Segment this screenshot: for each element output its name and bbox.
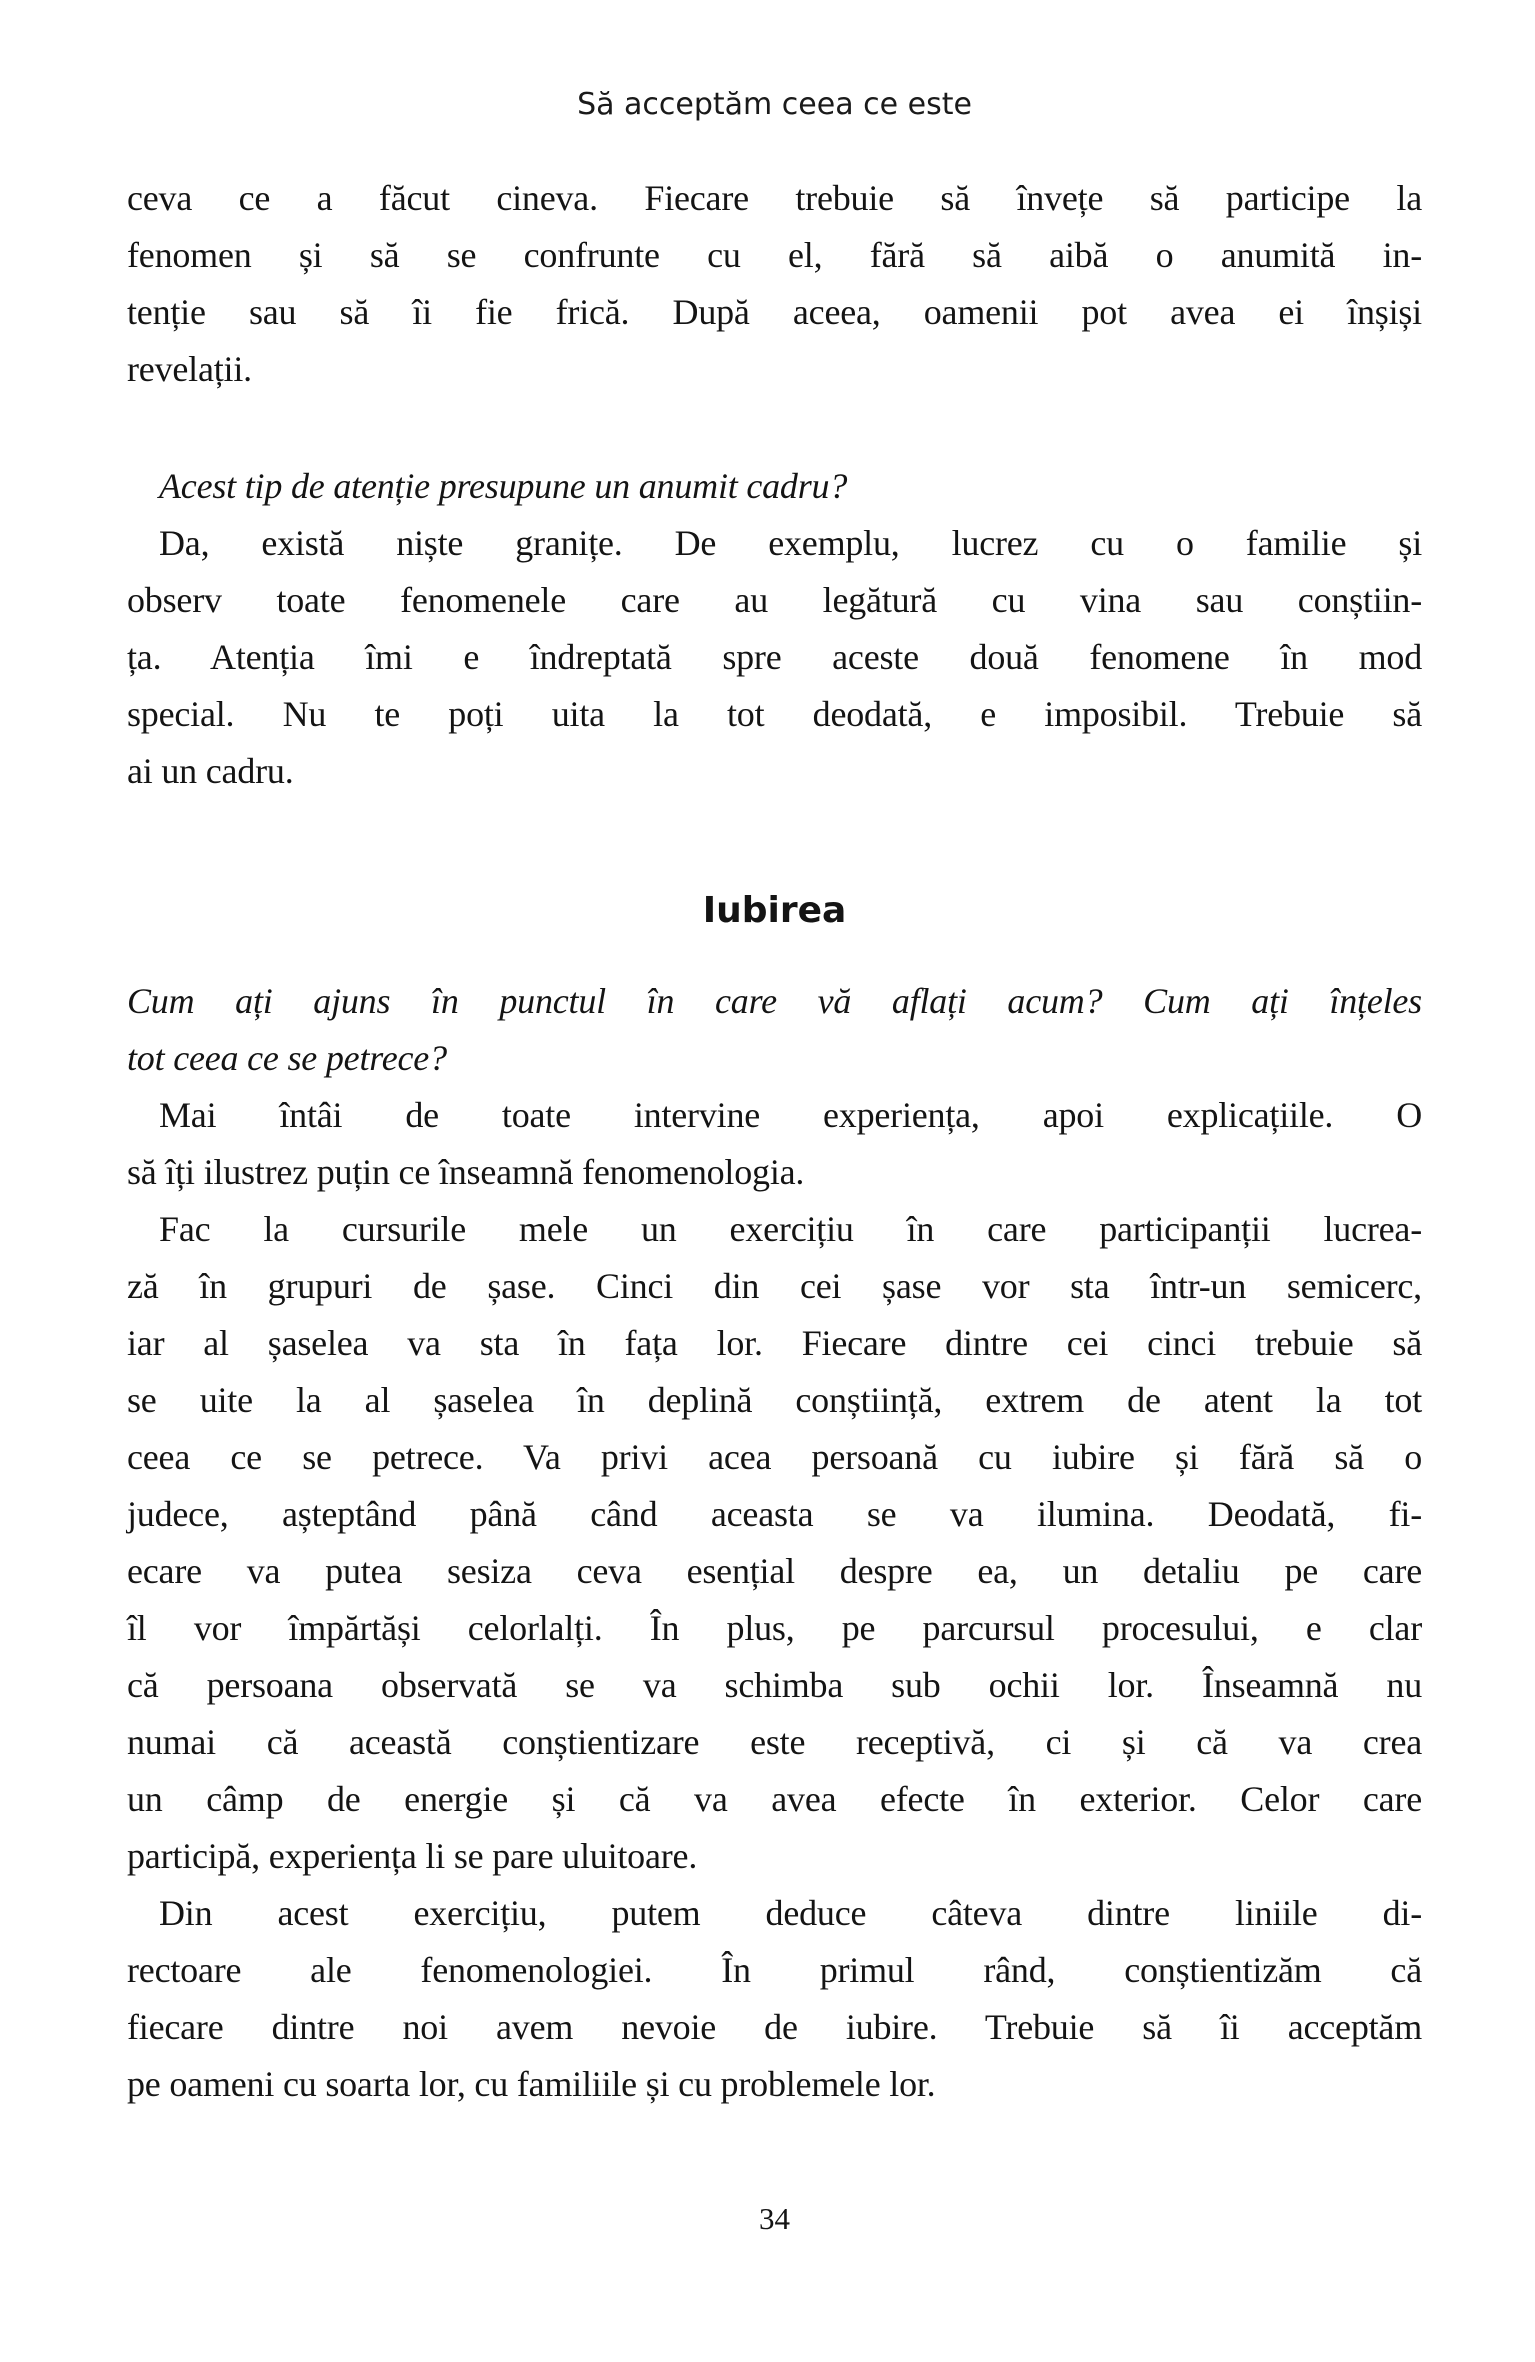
paragraph [127, 515, 1422, 800]
text-line: că persoana observată se va schimba sub ochii lor. Înseamnă nu [127, 1665, 1422, 1705]
text-line: ța. Atenția îmi e îndreptată spre aceste două fenomene în mod [127, 637, 1422, 677]
text-line: special. Nu te poți uita la tot deodată, e imposibil. Trebuie să [127, 694, 1422, 734]
page-number: 34 [759, 2201, 790, 2236]
text-line: observ toate fenomenele care au legătură cu vina sau conștiin- [127, 580, 1422, 620]
text-line: fenomen și să se confrunte cu el, fără să aibă o anumită in- [127, 235, 1422, 275]
text-line: iar al șaselea va sta în fața lor. Fiecare dintre cei cinci trebuie să [127, 1323, 1422, 1363]
text-line: judece, așteptând până când aceasta se va ilumina. Deodată, fi- [127, 1494, 1422, 1534]
text-column [127, 170, 1422, 2113]
text-line: participă, experiența li se pare uluitoare. [127, 1836, 698, 1876]
text-line: pe oameni cu soarta lor, cu familiile și cu problemele lor. [127, 2064, 936, 2104]
text-line: Mai întâi de toate intervine experiența, apoi explicațiile. O [159, 1095, 1422, 1135]
text-line: fiecare dintre noi avem nevoie de iubire. Trebuie să îi acceptăm [127, 2007, 1422, 2047]
text-line: tot ceea ce se petrece? [127, 1038, 447, 1078]
text-line: ceea ce se petrece. Va privi acea persoană cu iubire și fără să o [127, 1437, 1422, 1477]
text-line: ză în grupuri de șase. Cinci din cei șase vor sta într-un semicerc, [127, 1266, 1422, 1306]
text-line: ceva ce a făcut cineva. Fiecare trebuie să învețe să participe la [127, 178, 1422, 218]
running-header: Să acceptăm ceea ce este [577, 87, 972, 122]
text-line: îl vor împărtăși celorlalți. În plus, pe parcursul procesului, e clar [127, 1608, 1422, 1648]
text-line: să îți ilustrez puțin ce înseamnă fenomenologia. [127, 1152, 805, 1192]
text-line: Cum ați ajuns în punctul în care vă aflați acum? Cum ați înțeles [127, 981, 1422, 1021]
text-line: revelații. [127, 349, 252, 389]
text-line: un câmp de energie și că va avea efecte în exterior. Celor care [127, 1779, 1422, 1819]
paragraph [127, 1087, 1422, 1201]
text-line: numai că această conștientizare este receptivă, ci și că va crea [127, 1722, 1422, 1762]
text-line: ai un cadru. [127, 751, 294, 791]
text-line: Acest tip de atenție presupune un anumit cadru? [159, 466, 848, 506]
question-paragraph [127, 973, 1422, 1087]
text-line: rectoare ale fenomenologiei. În primul rând, conștientizăm că [127, 1950, 1422, 1990]
paragraph [127, 170, 1422, 398]
paragraph [127, 1885, 1422, 2113]
question-paragraph [127, 458, 1422, 515]
section-heading: Iubirea [702, 890, 847, 931]
text-line: ecare va putea sesiza ceva esențial despre ea, un detaliu pe care [127, 1551, 1422, 1591]
paragraph [127, 1201, 1422, 1885]
text-line: Din acest exercițiu, putem deduce câteva dintre liniile di- [159, 1893, 1422, 1933]
text-line: Da, există niște granițe. De exemplu, lucrez cu o familie și [159, 523, 1422, 563]
text-line: tenție sau să îi fie frică. După aceea, oamenii pot avea ei înșiși [127, 292, 1422, 332]
text-line: se uite la al șaselea în deplină conștiință, extrem de atent la tot [127, 1380, 1422, 1420]
text-line: Fac la cursurile mele un exercițiu în care participanții lucrea- [159, 1209, 1422, 1249]
